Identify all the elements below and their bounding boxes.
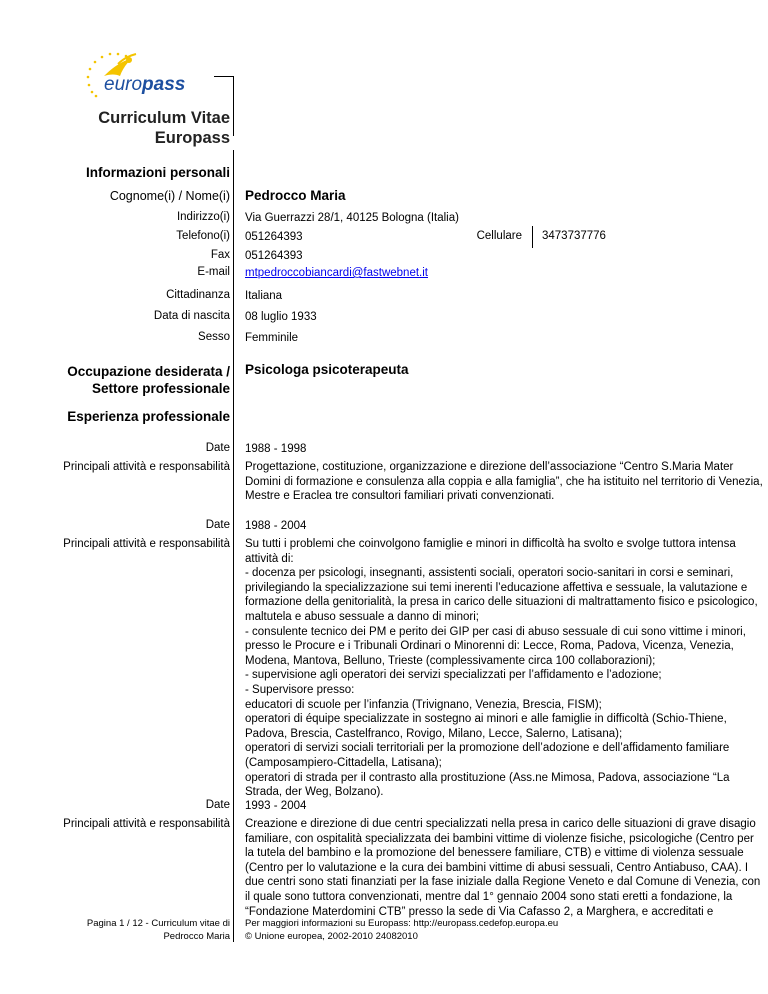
label-occupation-line1: Occupazione desiderata /	[67, 364, 230, 379]
footer-page-line1: Pagina 1 / 12 - Curriculum vitae di	[86, 918, 230, 929]
label-date-2: Date	[205, 519, 230, 531]
value-mobile: 3473737776	[542, 230, 606, 242]
text-line: Strada, der Weg, Bolzano).	[245, 786, 384, 799]
header-bracket-vertical	[233, 76, 234, 136]
text-line: operatori di servizi sociali territoriali per la promozione dell’adozione e dell’affidamento familiare	[245, 742, 730, 755]
section-personal-info: Informazioni personali	[85, 165, 230, 180]
label-birthdate: Data di nascita	[153, 310, 230, 322]
label-date-1: Date	[205, 442, 230, 454]
logo-text-pass: pass	[142, 74, 186, 95]
text-line: “Fondazione Materdomini CTB” presso la sede di Via Cafasso 2, a Marghera, e accreditati e	[245, 905, 714, 918]
text-line: maltutela e abuso sessuale a danno di minori;	[245, 610, 479, 623]
value-activity-3	[245, 817, 761, 919]
footer-page-info	[87, 918, 230, 943]
cv-title-line2: Europass	[154, 129, 230, 147]
footer-page-line2: Pedrocco Maria	[163, 930, 230, 942]
label-activity-2: Principali attività e responsabilità	[63, 538, 230, 550]
value-fax: 051264393	[245, 250, 303, 262]
value-occupation: Psicologa psicoterapeuta	[245, 362, 409, 377]
value-date-2: 1988 - 2004	[245, 520, 307, 532]
text-line: operatori di équipe specializzate in sostegno ai minori e alle famiglie in difficoltà (Schio-Thiene,	[245, 713, 727, 726]
value-sex: Femminile	[245, 332, 299, 344]
footer-info-line1: Per maggiori informazioni su Europass: http://europass.cedefop.europa.eu	[245, 918, 559, 929]
text-line: - docenza per psicologi, insegnanti, assistenti sociali, operatori socio-sanitari in corsi e seminari,	[245, 567, 734, 580]
label-activity-1: Principali attività e responsabilità	[63, 461, 230, 473]
text-line: educatori di scuole per l’infanzia (Trivignano, Venezia, Brescia, FISM);	[245, 698, 602, 711]
content-divider	[233, 150, 234, 942]
text-line: - supervisione agli operatori dei servizi specializzati per l’affidamento e l’adozione;	[245, 669, 662, 682]
label-occupation	[67, 363, 230, 397]
value-birthdate: 08 luglio 1933	[245, 311, 317, 323]
label-citizenship: Cittadinanza	[166, 289, 230, 301]
section-experience: Esperienza professionale	[67, 409, 230, 424]
europass-logo	[82, 50, 212, 98]
value-address: Via Guerrazzi 28/1, 40125 Bologna (Italia)	[245, 212, 459, 224]
value-activity-2	[245, 537, 758, 800]
cv-title-line1: Curriculum Vitae	[98, 109, 230, 127]
text-line: Mestre e Eraclea tre consultori familiari privati convenzionati.	[245, 490, 555, 503]
label-email: E-mail	[197, 266, 230, 278]
text-line: Creazione e direzione di due centri specializzati nella presa in carico delle situazioni di grave disagio	[245, 818, 756, 830]
label-sex: Sesso	[198, 331, 230, 343]
value-email-wrap	[245, 266, 715, 281]
text-line: formazione della genitorialità, la presa in carico delle situazioni di maltrattamento fisico e psicologico,	[245, 596, 758, 609]
text-line: (Camposampiero-Cittadella, Latisana);	[245, 756, 442, 769]
text-line: (Centro per lo valutazione e la cura dei bambini vittime di abusi sessuali, Centro Antiabuso, CAA). I	[245, 861, 749, 874]
text-line: - consulente tecnico dei PM e perito dei GIP per casi di abuso sessuale di cui sono vittime i minori,	[245, 625, 746, 638]
value-phone: 051264393	[245, 231, 303, 243]
footer-info	[245, 918, 558, 943]
value-citizenship: Italiana	[245, 290, 283, 302]
label-activity-3: Principali attività e responsabilità	[63, 818, 230, 830]
label-phone: Telefono(i)	[176, 230, 230, 242]
value-date-3: 1993 - 2004	[245, 800, 307, 812]
cv-title	[98, 108, 230, 148]
email-link[interactable]: mtpedroccobiancardi@fastwebnet.it	[245, 267, 428, 279]
header-bracket	[214, 76, 234, 77]
text-line: Progettazione, costituzione, organizzazione e direzione dell’associazione “Centro S.Maria Mater	[245, 461, 734, 473]
value-activity-1	[245, 460, 763, 504]
label-date-3: Date	[205, 799, 230, 811]
text-line: Modena, Mantova, Belluno, Trieste (complessivamente circa 100 collaborazioni);	[245, 654, 656, 667]
text-line: la tutela del bambino e la promozione del benessere familiare, CTB) e vittime di violenza sessuale	[245, 847, 744, 860]
value-name: Pedrocco Maria	[245, 188, 346, 203]
label-name: Cognome(i) / Nome(i)	[109, 189, 230, 203]
text-line: privilegiando la specializzazione sui temi inerenti l’educazione affettiva e sessuale, la valutazione e	[245, 581, 748, 594]
text-line: presso le Procure e i Tribunali Ordinari o Minorenni di: Lecce, Roma, Padova, Vicenza, Venezia,	[245, 640, 734, 653]
text-line: - Supervisore presso:	[245, 683, 355, 696]
text-line: operatori di strada per il contrasto alla prostituzione (Ass.ne Mimosa, Padova, associazione “La	[245, 771, 730, 784]
text-line: Padova, Brescia, Castelfranco, Rovigo, Milano, Lecce, Salerno, Latisana);	[245, 727, 623, 740]
text-line: il quale sono tuttora convenzionati, mentre dal 1° gennaio 2004 sono stati eretti a fondazione, la	[245, 890, 733, 903]
text-line: due centri sono stati finanziati per la fase iniziale dalla Regione Veneto e dal Comune di Venezia, con	[245, 876, 761, 889]
text-line: familiare, con ospitalità specializzata dei bambini vittime di violenze fisiche, psicologiche (Centro per	[245, 832, 754, 845]
label-address: Indirizzo(i)	[176, 211, 230, 223]
label-mobile: Cellulare	[476, 230, 522, 242]
text-line: Su tutti i problemi che coinvolgono famiglie e minori in difficoltà ha svolto e svolge tuttora intensa	[245, 538, 736, 550]
value-date-1: 1988 - 1998	[245, 443, 307, 455]
label-fax: Fax	[210, 249, 230, 261]
text-line: Domini di formazione e consulenza alla coppia e alla famiglia”, che ha istituito nel territorio di Venezia,	[245, 475, 763, 488]
mobile-divider	[532, 226, 533, 248]
text-line: attività di:	[245, 552, 294, 565]
label-occupation-line2: Settore professionale	[91, 381, 230, 396]
footer-info-line2: © Unione europea, 2002-2010 24082010	[245, 930, 418, 942]
logo-text-euro: euro	[104, 74, 143, 95]
